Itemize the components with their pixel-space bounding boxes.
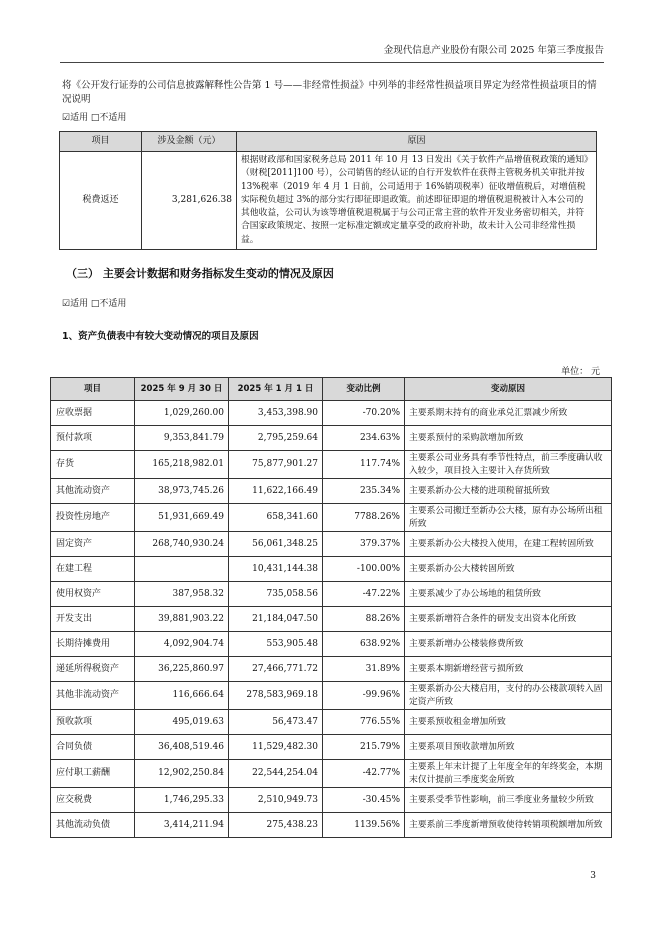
table-row — [51, 582, 612, 607]
cell-reason: 主要系公司搬迁至新办公大楼，原有办公场所出租所致 — [405, 504, 612, 532]
cell-reason: 主要系期末持有的商业承兑汇票减少所致 — [405, 401, 612, 426]
table-row — [51, 504, 612, 532]
cell-item: 开发支出 — [51, 607, 135, 632]
table-row — [51, 760, 612, 788]
cell-reason: 主要系新办公大楼投入使用，在建工程转固所致 — [405, 532, 612, 557]
cell-end-value: 116,666.64 — [135, 682, 229, 710]
cell-start-value: 658,341.60 — [229, 504, 323, 532]
cell-reason: 主要系前三季度新增预收使待转销项税额增加所致 — [405, 813, 612, 838]
cell-item: 递延所得税资产 — [51, 657, 135, 682]
cell-amount: 3,281,626.38 — [142, 152, 237, 250]
cell-item: 其他非流动资产 — [51, 682, 135, 710]
table-row — [51, 607, 612, 632]
unit-label: 单位： 元 — [561, 367, 600, 377]
cell-item: 合同负债 — [51, 735, 135, 760]
table-row — [60, 152, 597, 250]
cell-reason: 主要系减少了办公场地的租赁所致 — [405, 582, 612, 607]
table-row — [51, 735, 612, 760]
table-header-row — [60, 132, 597, 152]
cell-end-value: 387,958.32 — [135, 582, 229, 607]
header-item: 项目 — [51, 378, 135, 401]
cell-end-value: 4,092,904.74 — [135, 632, 229, 657]
table-row — [51, 657, 612, 682]
cell-item: 应交税费 — [51, 788, 135, 813]
cell-reason: 主要系公司业务具有季节性特点，前三季度确认收入较少，项目投入主要计入存货所致 — [405, 451, 612, 479]
header-reason: 变动原因 — [405, 378, 612, 401]
cell-start-value: 75,877,901.27 — [229, 451, 323, 479]
cell-ratio: -70.20% — [323, 401, 405, 426]
cell-end-value: 495,019.63 — [135, 710, 229, 735]
cell-start-value: 275,438.23 — [229, 813, 323, 838]
cell-start-value: 553,905.48 — [229, 632, 323, 657]
cell-end-value: 165,218,982.01 — [135, 451, 229, 479]
cell-start-value: 2,795,259.64 — [229, 426, 323, 451]
cell-item: 预收款项 — [51, 710, 135, 735]
cell-end-value: 1,746,295.33 — [135, 788, 229, 813]
cell-start-value: 22,544,254.04 — [229, 760, 323, 788]
cell-end-value: 1,029,260.00 — [135, 401, 229, 426]
cell-reason: 主要系项目预收款增加所致 — [405, 735, 612, 760]
applicability-check-1: ☑适用 □不适用 — [62, 113, 127, 123]
table-body — [51, 401, 612, 838]
table-row — [51, 479, 612, 504]
cell-ratio: -47.22% — [323, 582, 405, 607]
section-title: （三） 主要会计数据和财务指标发生变动的情况及原因 — [66, 267, 334, 280]
cell-item: 固定资产 — [51, 532, 135, 557]
cell-ratio: 7788.26% — [323, 504, 405, 532]
cell-item: 其他流动资产 — [51, 479, 135, 504]
cell-end-value: 51,931,669.49 — [135, 504, 229, 532]
cell-ratio: 234.63% — [323, 426, 405, 451]
cell-start-value: 3,453,398.90 — [229, 401, 323, 426]
cell-ratio: 235.34% — [323, 479, 405, 504]
table-row — [51, 557, 612, 582]
cell-ratio: 88.26% — [323, 607, 405, 632]
cell-start-value: 2,510,949.73 — [229, 788, 323, 813]
table-row — [51, 682, 612, 710]
cell-item: 应付职工薪酬 — [51, 760, 135, 788]
header-title: 金现代信息产业股份有限公司 2025 年第三季度报告 — [383, 45, 604, 56]
cell-ratio: 638.92% — [323, 632, 405, 657]
table-row — [51, 710, 612, 735]
cell-end-value: 36,225,860.97 — [135, 657, 229, 682]
page-header — [60, 44, 604, 63]
cell-start-value: 10,431,144.38 — [229, 557, 323, 582]
cell-reason: 主要系新增符合条件的研发支出资本化所致 — [405, 607, 612, 632]
cell-end-value — [135, 557, 229, 582]
cell-item: 存货 — [51, 451, 135, 479]
cell-end-value: 3,414,211.94 — [135, 813, 229, 838]
cell-item: 应收票据 — [51, 401, 135, 426]
table-row — [51, 813, 612, 838]
cell-item: 预付款项 — [51, 426, 135, 451]
cell-start-value: 27,466,771.72 — [229, 657, 323, 682]
cell-end-value: 268,740,930.24 — [135, 532, 229, 557]
cell-end-value: 9,353,841.79 — [135, 426, 229, 451]
cell-start-value: 11,529,482.30 — [229, 735, 323, 760]
table-row — [51, 426, 612, 451]
cell-reason: 主要系新增办公楼装修费所致 — [405, 632, 612, 657]
cell-start-value: 735,058.56 — [229, 582, 323, 607]
cell-reason: 主要系预收租金增加所致 — [405, 710, 612, 735]
non-recurring-table — [59, 131, 597, 250]
cell-reason: 主要系上年末计提了上年度全年的年终奖金，本期末仅计提前三季度奖金所致 — [405, 760, 612, 788]
balance-sheet-change-table — [50, 377, 612, 838]
cell-item: 投资性房地产 — [51, 504, 135, 532]
cell-reason: 主要系受季节性影响，前三季度业务量较少所致 — [405, 788, 612, 813]
cell-end-value: 39,881,903.22 — [135, 607, 229, 632]
cell-ratio: -42.77% — [323, 760, 405, 788]
table-row — [51, 451, 612, 479]
cell-start-value: 56,473.47 — [229, 710, 323, 735]
subsection-title: 1、资产负债表中有较大变动情况的项目及原因 — [62, 331, 259, 342]
header-reason: 原因 — [237, 132, 597, 152]
cell-reason: 主要系新办公大楼的进项税留抵所致 — [405, 479, 612, 504]
cell-ratio: 31.89% — [323, 657, 405, 682]
cell-reason: 根据财政部和国家税务总局 2011 年 10 月 13 日发出《关于软件产品增值税政策的通知》（财税[2011]100 号），公司销售的经认证的自行开发软件在获得主管税务机关审批并按 13%税率（2019 年 4 月 1 日前，公司适用于 16%销项税率）征收增值税后，对增值税实际税负超过 3%的部分实行即征即退政策。前述即征即退的增值税退税被计入本公司的其他收益，公司认为该等增值税退税属于与公司正常主营的软件开发业务密切相关，并符合国家政策规定、按照一定标准定额或定量享受的政府补助，故未计入公司非经常性损益。 — [237, 152, 597, 250]
cell-ratio: 379.37% — [323, 532, 405, 557]
cell-reason: 主要系预付的采购款增加所致 — [405, 426, 612, 451]
cell-item: 税费返还 — [60, 152, 142, 250]
cell-ratio: -30.45% — [323, 788, 405, 813]
cell-reason: 主要系本期新增经营亏损所致 — [405, 657, 612, 682]
header-amount: 涉及金额（元） — [142, 132, 237, 152]
header-ratio: 变动比例 — [323, 378, 405, 401]
intro-paragraph: 将《公开发行证券的公司信息披露解释性公告第 1 号——非经常性损益》中列举的非经常性损益项目界定为经常性损益项目的情况说明 — [62, 80, 597, 105]
cell-ratio: 776.55% — [323, 710, 405, 735]
cell-end-value: 38,973,745.26 — [135, 479, 229, 504]
cell-ratio: 1139.56% — [323, 813, 405, 838]
cell-item: 使用权资产 — [51, 582, 135, 607]
table-header-row — [51, 378, 612, 401]
cell-end-value: 36,408,519.46 — [135, 735, 229, 760]
cell-item: 长期待摊费用 — [51, 632, 135, 657]
header-end-date: 2025 年 9 月 30 日 — [135, 378, 229, 401]
cell-ratio: -99.96% — [323, 682, 405, 710]
header-start-date: 2025 年 1 月 1 日 — [229, 378, 323, 401]
table-row — [51, 401, 612, 426]
cell-ratio: -100.00% — [323, 557, 405, 582]
cell-start-value: 11,622,166.49 — [229, 479, 323, 504]
cell-reason: 主要系新办公大楼转固所致 — [405, 557, 612, 582]
cell-item: 在建工程 — [51, 557, 135, 582]
applicability-check-2: ☑适用 □不适用 — [62, 299, 127, 309]
table-row — [51, 788, 612, 813]
table-row — [51, 532, 612, 557]
table-row — [51, 632, 612, 657]
page-number: 3 — [590, 871, 596, 881]
cell-ratio: 117.74% — [323, 451, 405, 479]
header-item: 项目 — [60, 132, 142, 152]
cell-start-value: 21,184,047.50 — [229, 607, 323, 632]
cell-item: 其他流动负债 — [51, 813, 135, 838]
cell-start-value: 56,061,348.25 — [229, 532, 323, 557]
cell-end-value: 12,902,250.84 — [135, 760, 229, 788]
cell-ratio: 215.79% — [323, 735, 405, 760]
cell-start-value: 278,583,969.18 — [229, 682, 323, 710]
cell-reason: 主要系新办公大楼启用，支付的办公楼款项转入固定资产所致 — [405, 682, 612, 710]
